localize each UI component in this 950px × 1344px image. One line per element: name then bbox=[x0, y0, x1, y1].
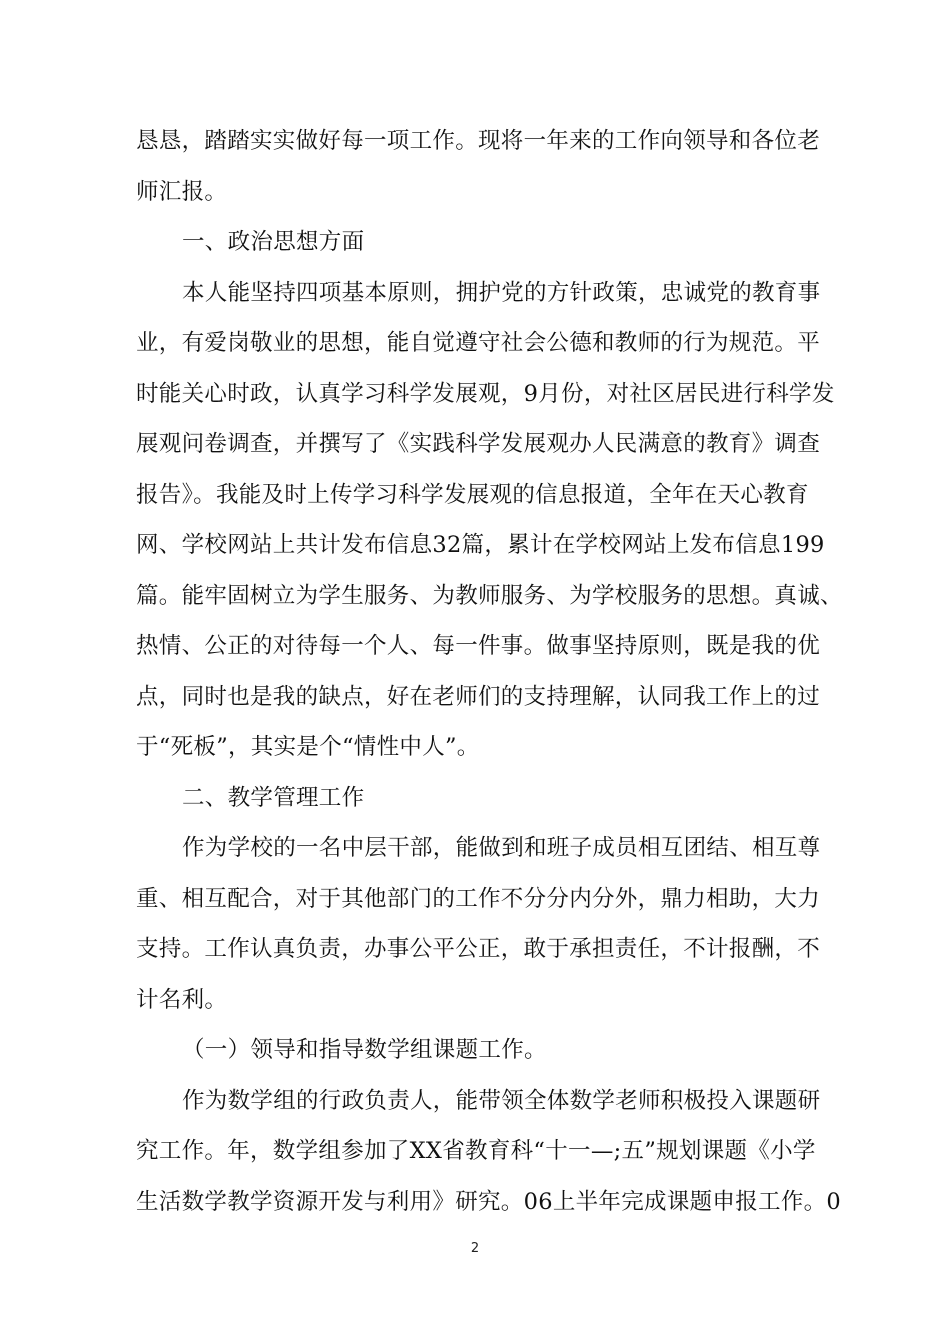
page-number: 2 bbox=[470, 1241, 480, 1256]
text-line: 恳恳，踏踏实实做好每一项工作。现将一年来的工作向领导和各位老 bbox=[136, 128, 821, 154]
section-heading-politics: 一、政治思想方面 bbox=[182, 229, 365, 255]
text-line: 支持。工作认真负责，办事公平公正，敢于承担责任，不计报酬，不 bbox=[136, 936, 821, 962]
text-line: 师汇报。 bbox=[136, 178, 228, 205]
text-line: 重、相互配合，对于其他部门的工作不分分内分外，鼎力相助，大力 bbox=[136, 885, 821, 912]
text-line: 生活数学教学资源开发与利用》研究。06上半年完成课题申报工作。0 bbox=[136, 1188, 842, 1215]
text-line: 篇。能牢固树立为学生服务、为教师服务、为学校服务的思想。真诚、 bbox=[136, 582, 843, 609]
text-line: 计名利。 bbox=[136, 986, 228, 1013]
text-line: 究工作。年，数学组参加了XX省教育科“十一—;五”规划课题《小学 bbox=[136, 1138, 816, 1164]
subsection-heading-math-group: （一）领导和指导数学组课题工作。 bbox=[182, 1037, 547, 1063]
text-line: 时能关心时政，认真学习科学发展观，9月份，对社区居民进行科学发 bbox=[136, 380, 835, 407]
document-body bbox=[136, 116, 843, 1227]
text-line: 业，有爱岗敬业的思想，能自觉遵守社会公德和教师的行为规范。平 bbox=[136, 330, 821, 356]
text-line: 热情、公正的对待每一个人、每一件事。做事坚持原则，既是我的优 bbox=[136, 633, 821, 659]
text-line: 作为学校的一名中层干部，能做到和班子成员相互团结、相互尊 bbox=[182, 835, 821, 861]
text-line: 于“死板”，其实是个“情性中人”。 bbox=[136, 734, 480, 760]
text-line: 本人能坚持四项基本原则，拥护党的方针政策，忠诚党的教育事 bbox=[182, 279, 821, 306]
text-line: 展观问卷调查，并撰写了《实践科学发展观办人民满意的教育》调查 bbox=[136, 431, 821, 457]
section-heading-teaching: 二、教学管理工作 bbox=[182, 784, 365, 811]
text-line: 报告》。我能及时上传学习科学发展观的信息报道，全年在天心教育 bbox=[136, 481, 809, 508]
text-line: 作为数学组的行政负责人，能带领全体数学老师积极投入课题研 bbox=[182, 1087, 821, 1114]
text-line: 网、学校网站上共计发布信息32篇，累计在学校网站上发布信息199 bbox=[136, 532, 825, 558]
text-line: 点，同时也是我的缺点，好在老师们的支持理解，认同我工作上的过 bbox=[136, 683, 821, 710]
